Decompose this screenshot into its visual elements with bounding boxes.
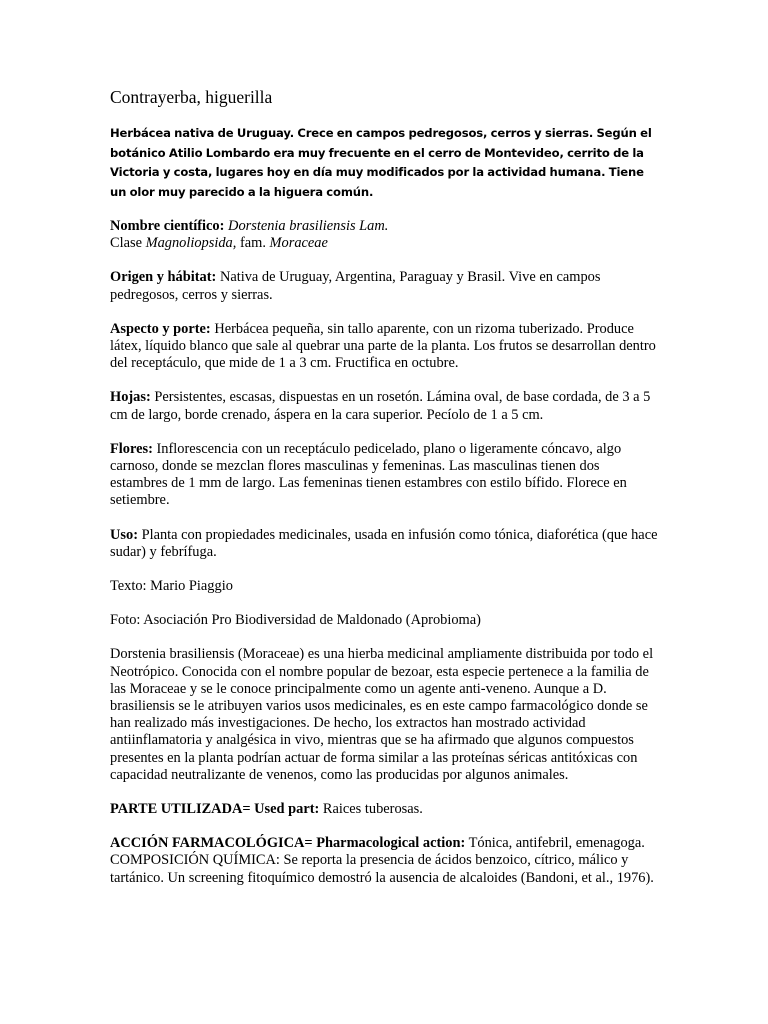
aspecto-section: [110, 321, 658, 373]
aspecto-label: Aspecto y porte:: [110, 320, 211, 337]
texto-credit: Texto: Mario Piaggio: [110, 578, 233, 595]
accion-section: [110, 835, 658, 887]
uso-label: Uso:: [110, 526, 138, 543]
familia-value: Moraceae: [269, 235, 328, 252]
foto-credit: Foto: Asociación Pro Biodiversidad de Maldonado (Aprobioma): [110, 612, 481, 629]
scientific-name-section: [110, 218, 658, 252]
origen-text: Nativa de Uruguay, Argentina, Paraguay y Brasil. Vive en campos pedregosos, cerros y sierras.: [110, 269, 601, 303]
document-page: [110, 86, 658, 904]
scientific-name-label: Nombre científico:: [110, 218, 225, 234]
hojas-section: [110, 389, 658, 423]
hojas-label: Hojas:: [110, 389, 151, 406]
aspecto-text: Herbácea pequeña, sin tallo aparente, con un rizoma tuberizado. Produce látex, líquido blanco que sale al quebrar una parte de la planta. Los frutos se desarrollan dentro del receptáculo, que mide de 1 a 3 cm. Fructifica en octubre.: [110, 320, 656, 372]
intro-paragraph: Herbácea nativa de Uruguay. Crece en campos pedregosos, cerros y sierras. Según el botánico Atilio Lombardo era muy frecuente en el cerro de Montevideo, cerrito de la Victoria y costa, lugares hoy en día muy modificados por la actividad humana. Tiene un olor muy parecido a la higuera común.: [110, 126, 652, 199]
accion-text: Tónica, antifebril, emenagoga. COMPOSICIÓN QUÍMICA: Se reporta la presencia de ácidos benzoico, cítrico, málico y tartánico. Un screening fitoquímico demostró la ausencia de alcaloides (Bandoni, et al., 1976).: [110, 835, 654, 886]
parte-label: PARTE UTILIZADA= Used part:: [110, 801, 320, 818]
accion-label: ACCIÓN FARMACOLÓGICA= Pharmacological action:: [110, 835, 466, 852]
origen-section: [110, 269, 658, 303]
fam-prefix: fam.: [239, 235, 266, 252]
clase-value: Magnoliopsida,: [145, 235, 237, 252]
uso-section: [110, 527, 658, 561]
parte-section: [110, 801, 658, 818]
flores-label: Flores:: [110, 440, 153, 457]
hojas-text: Persistentes, escasas, dispuestas en un rosetón. Lámina oval, de base cordada, de 3 a 5 cm de largo, borde crenado, áspera en la cara superior. Pecíolo de 1 a 5 cm.: [110, 389, 651, 423]
flores-section: [110, 441, 658, 510]
clase-prefix: Clase: [110, 235, 142, 252]
document-title: Contrayerba, higuerilla: [110, 87, 273, 107]
body-paragraph: Dorstenia brasiliensis (Moraceae) es una hierba medicinal ampliamente distribuida por todo el Neotrópico. Conocida con el nombre popular de bezoar, esta especie pertenece a la familia de las Moraceae y se le conoce principalmente como un agente anti-veneno. Aunque a D. brasiliensis se le atribuyen varios usos medicinales, es en este campo farmacológico donde se han realizado más investigaciones. De hecho, los extractos han mostrado actividad antiinflamatoria y analgésica in vivo, mientras que se ha afirmado que algunos compuestos presentes en la planta podrían actuar de forma similar a las proteínas séricas antitóxicas con capacidad neutralizante de venenos, como las producidas por algunos animales.: [110, 646, 654, 783]
flores-text: Inflorescencia con un receptáculo pedicelado, plano o ligeramente cóncavo, algo carnoso, donde se mezclan flores masculinas y femeninas. Las masculinas tienen dos estambres de 1 mm de largo. Las femeninas tienen estambres con estilo bífido. Florece en setiembre.: [110, 440, 627, 509]
scientific-name-line: [110, 218, 658, 235]
classification-line: [110, 235, 658, 252]
uso-text: Planta con propiedades medicinales, usada en infusión como tónica, diaforética (que hace sudar) y febrífuga.: [110, 526, 658, 560]
parte-text: Raices tuberosas.: [322, 801, 423, 818]
origen-label: Origen y hábitat:: [110, 269, 217, 286]
scientific-name-value: Dorstenia brasiliensis Lam.: [228, 218, 389, 234]
